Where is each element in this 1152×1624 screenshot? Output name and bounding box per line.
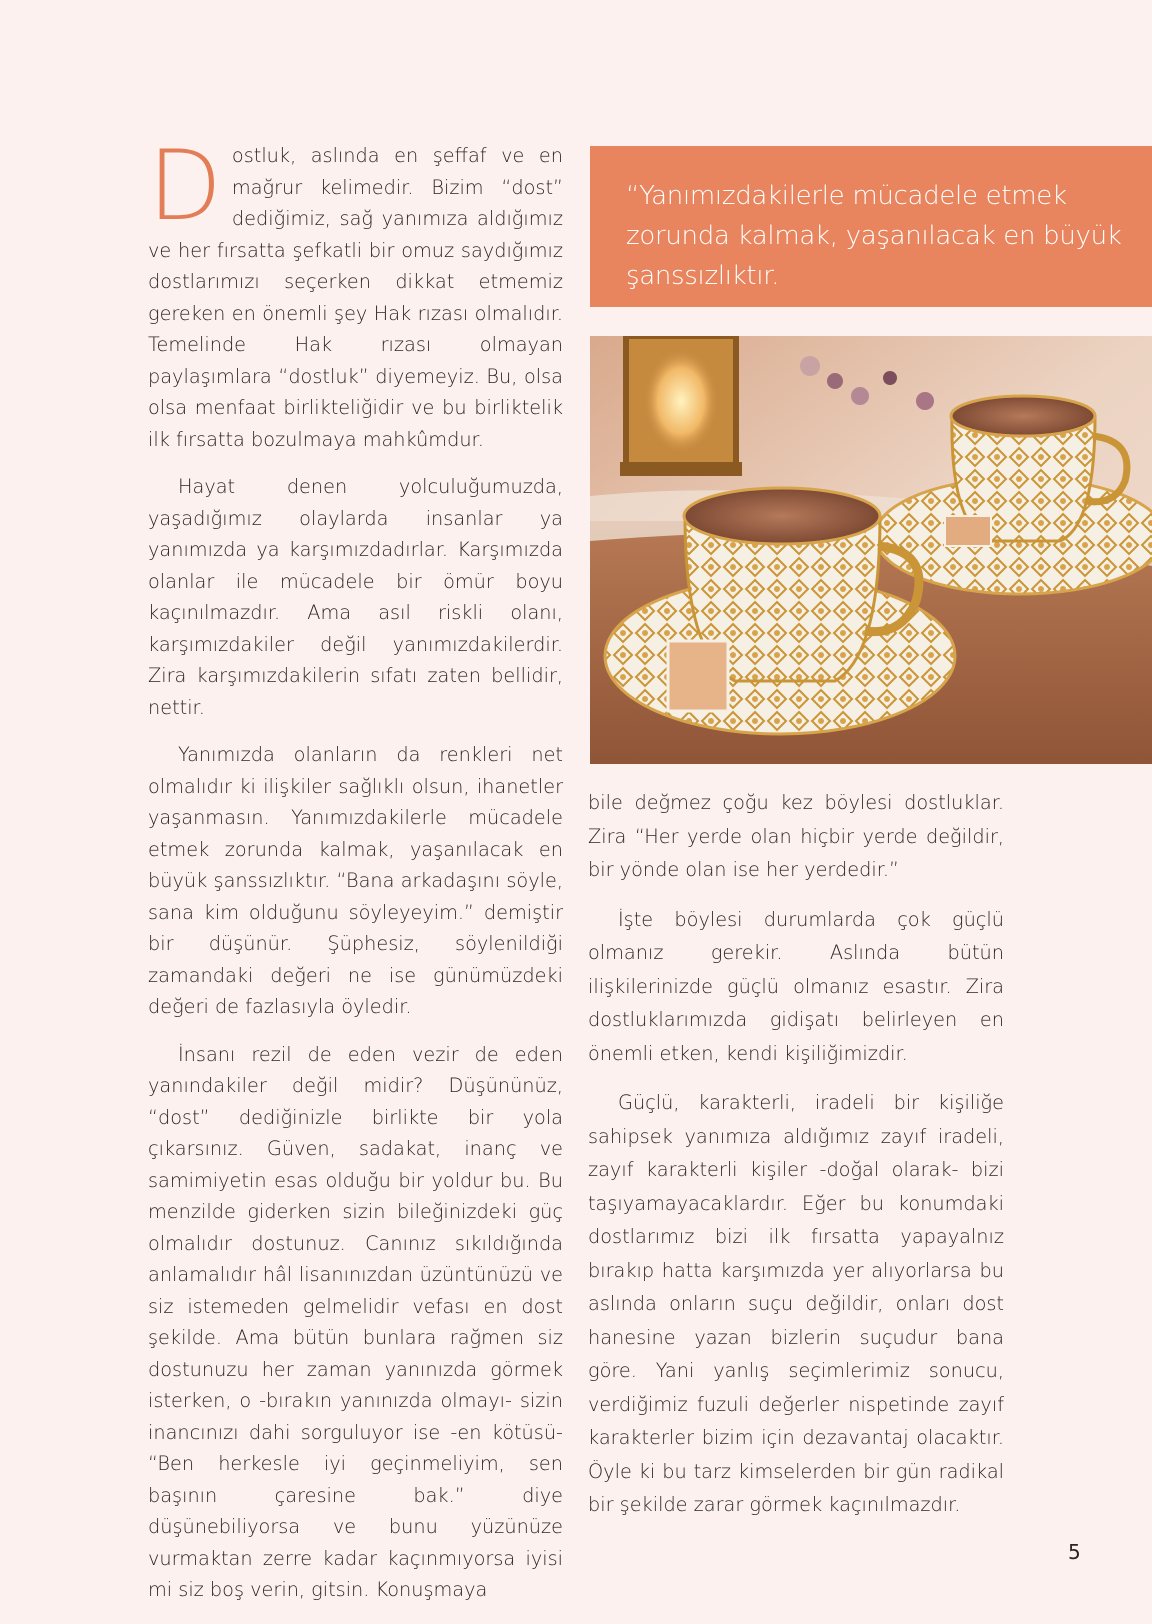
page-number: 5 [1068,1540,1081,1564]
pull-quote-box [590,146,1152,307]
coffee-cups-photo [590,336,1152,764]
paragraph: Güçlü, karakterli, iradeli bir kişiliğe sahipsek yanımıza aldığımız zayıf iradeli, zayıf karakterli kişiler -doğal olarak- bizi taşıyamayacaklardır. Eğer bu konumdaki dostlarımız bizi ilk fırsatta yapayalnız bırakıp hatta karşımızda yer alıyorlarsa bu aslında onların suçu değildir, onları dost hanesine yazan bizlerin suçudur bana göre. Yani yanlış seçimlerimiz sonucu, verdiğimiz fuzuli değerler nispetinde zayıf karakterler bizim için dezavantaj olacaktır. Öyle ki bu tarz kimselerden bir gün radikal bir şekilde zarar görmek kaçınılmazdır. [588,1091,1004,1516]
lantern [620,336,742,476]
right-column [588,786,1004,1538]
paragraph: Hayat denen yolculuğumuzda, yaşadığımız olaylarda insanlar ya yanımızda ya karşımızdadırlar. Karşımızda olanlar ile mücadele bir ömür boyu kaçınılmazdır. Ama asıl riskli olanı, karşımızdakiler değil yanımızdakilerdir. Zira karşımızdakilerin sıfatı zaten bellidir, nettir. [148,475,563,719]
drop-cap: D [148,130,222,242]
paragraph-text: ostluk, aslında en şeffaf ve en mağrur kelimedir. Bizim “dost” dediğimiz, sağ yanımıza aldığımız ve her fırsatta şefkatli bir omuz saydığımız dostlarımızı seçerken dikkat etmemiz gereken en önemli şey Hak rızası olmalıdır. Temelinde Hak rızası olmayan paylaşımlara “dostluk” diyemeyiz. Bu, olsa olsa menfaat birlikteliğidir ve bu birliktelik ilk fırsatta bozulmaya mahkûmdur. [148,144,563,451]
paragraph: İşte böylesi durumlarda çok güçlü olmanız gerekir. Aslında bütün ilişkilerinizde güçlü olmanız esastır. Zira dostluklarımızda gidişatı belirleyen en önemli etken, kendi kişiliğimizdir. [588,907,1004,1065]
paragraph: Yanımızda olanların da renkleri net olmalıdır ki ilişkiler sağlıklı olsun, ihanetler yaşanmasın. Yanımızdakilerle mücadele etmek zorunda kalmak, yaşanılacak en büyük şanssızlıktır. “Bana arkadaşını söyle, sana kim olduğunu söyleyeyim.” demiştir bir düşünür. Şüphesiz, söylenildiği zamandaki değeri ne ise günümüzdeki değeri de fazlasıyla öyledir. [148,743,563,1018]
paragraph [148,130,563,455]
pull-quote: “Yanımızdakilerle mücadele etmek zorunda kalmak, yaşanılacak en büyük şanssızlıktır. [626,181,1122,291]
left-column [148,130,563,1622]
paragraph: İnsanı rezil de eden vezir de eden yanındakiler değil midir? Düşününüz, “dost” dediğinizle birlikte bir yola çıkarsınız. Güven, sadakat, inanç ve samimiyetin esas olduğu bir yoldur bu. Bu menzilde giderken sizin bileğinizdeki güç olmalıdır dostunuz. Canınız sıkıldığında anlamalıdır hâl lisanınızdan üzüntünüzü ve siz istemeden gelmelidir vefası en dost şekilde. Ama bütün bunlara rağmen siz dostunuzu her zaman yanınızda görmek isterken, o -bırakın yanınızda olmayı- sizin inancınızı dahi sorguluyor ise -en kötüsü- “Ben herkesle iyi geçinmeliyim, sen başının çaresine bak.” diye düşünebiliyorsa ve bunu yüzünüze vurmaktan zerre kadar kaçınmıyorsa iyisi mi siz boş verin, gitsin. Konuşmaya [148,1042,563,1601]
paragraph: bile değmez çoğu kez böylesi dostluklar. Zira “Her yerde olan hiçbir yerde değildir, bir yönde olan ise her yerdedir.” [588,791,1004,881]
